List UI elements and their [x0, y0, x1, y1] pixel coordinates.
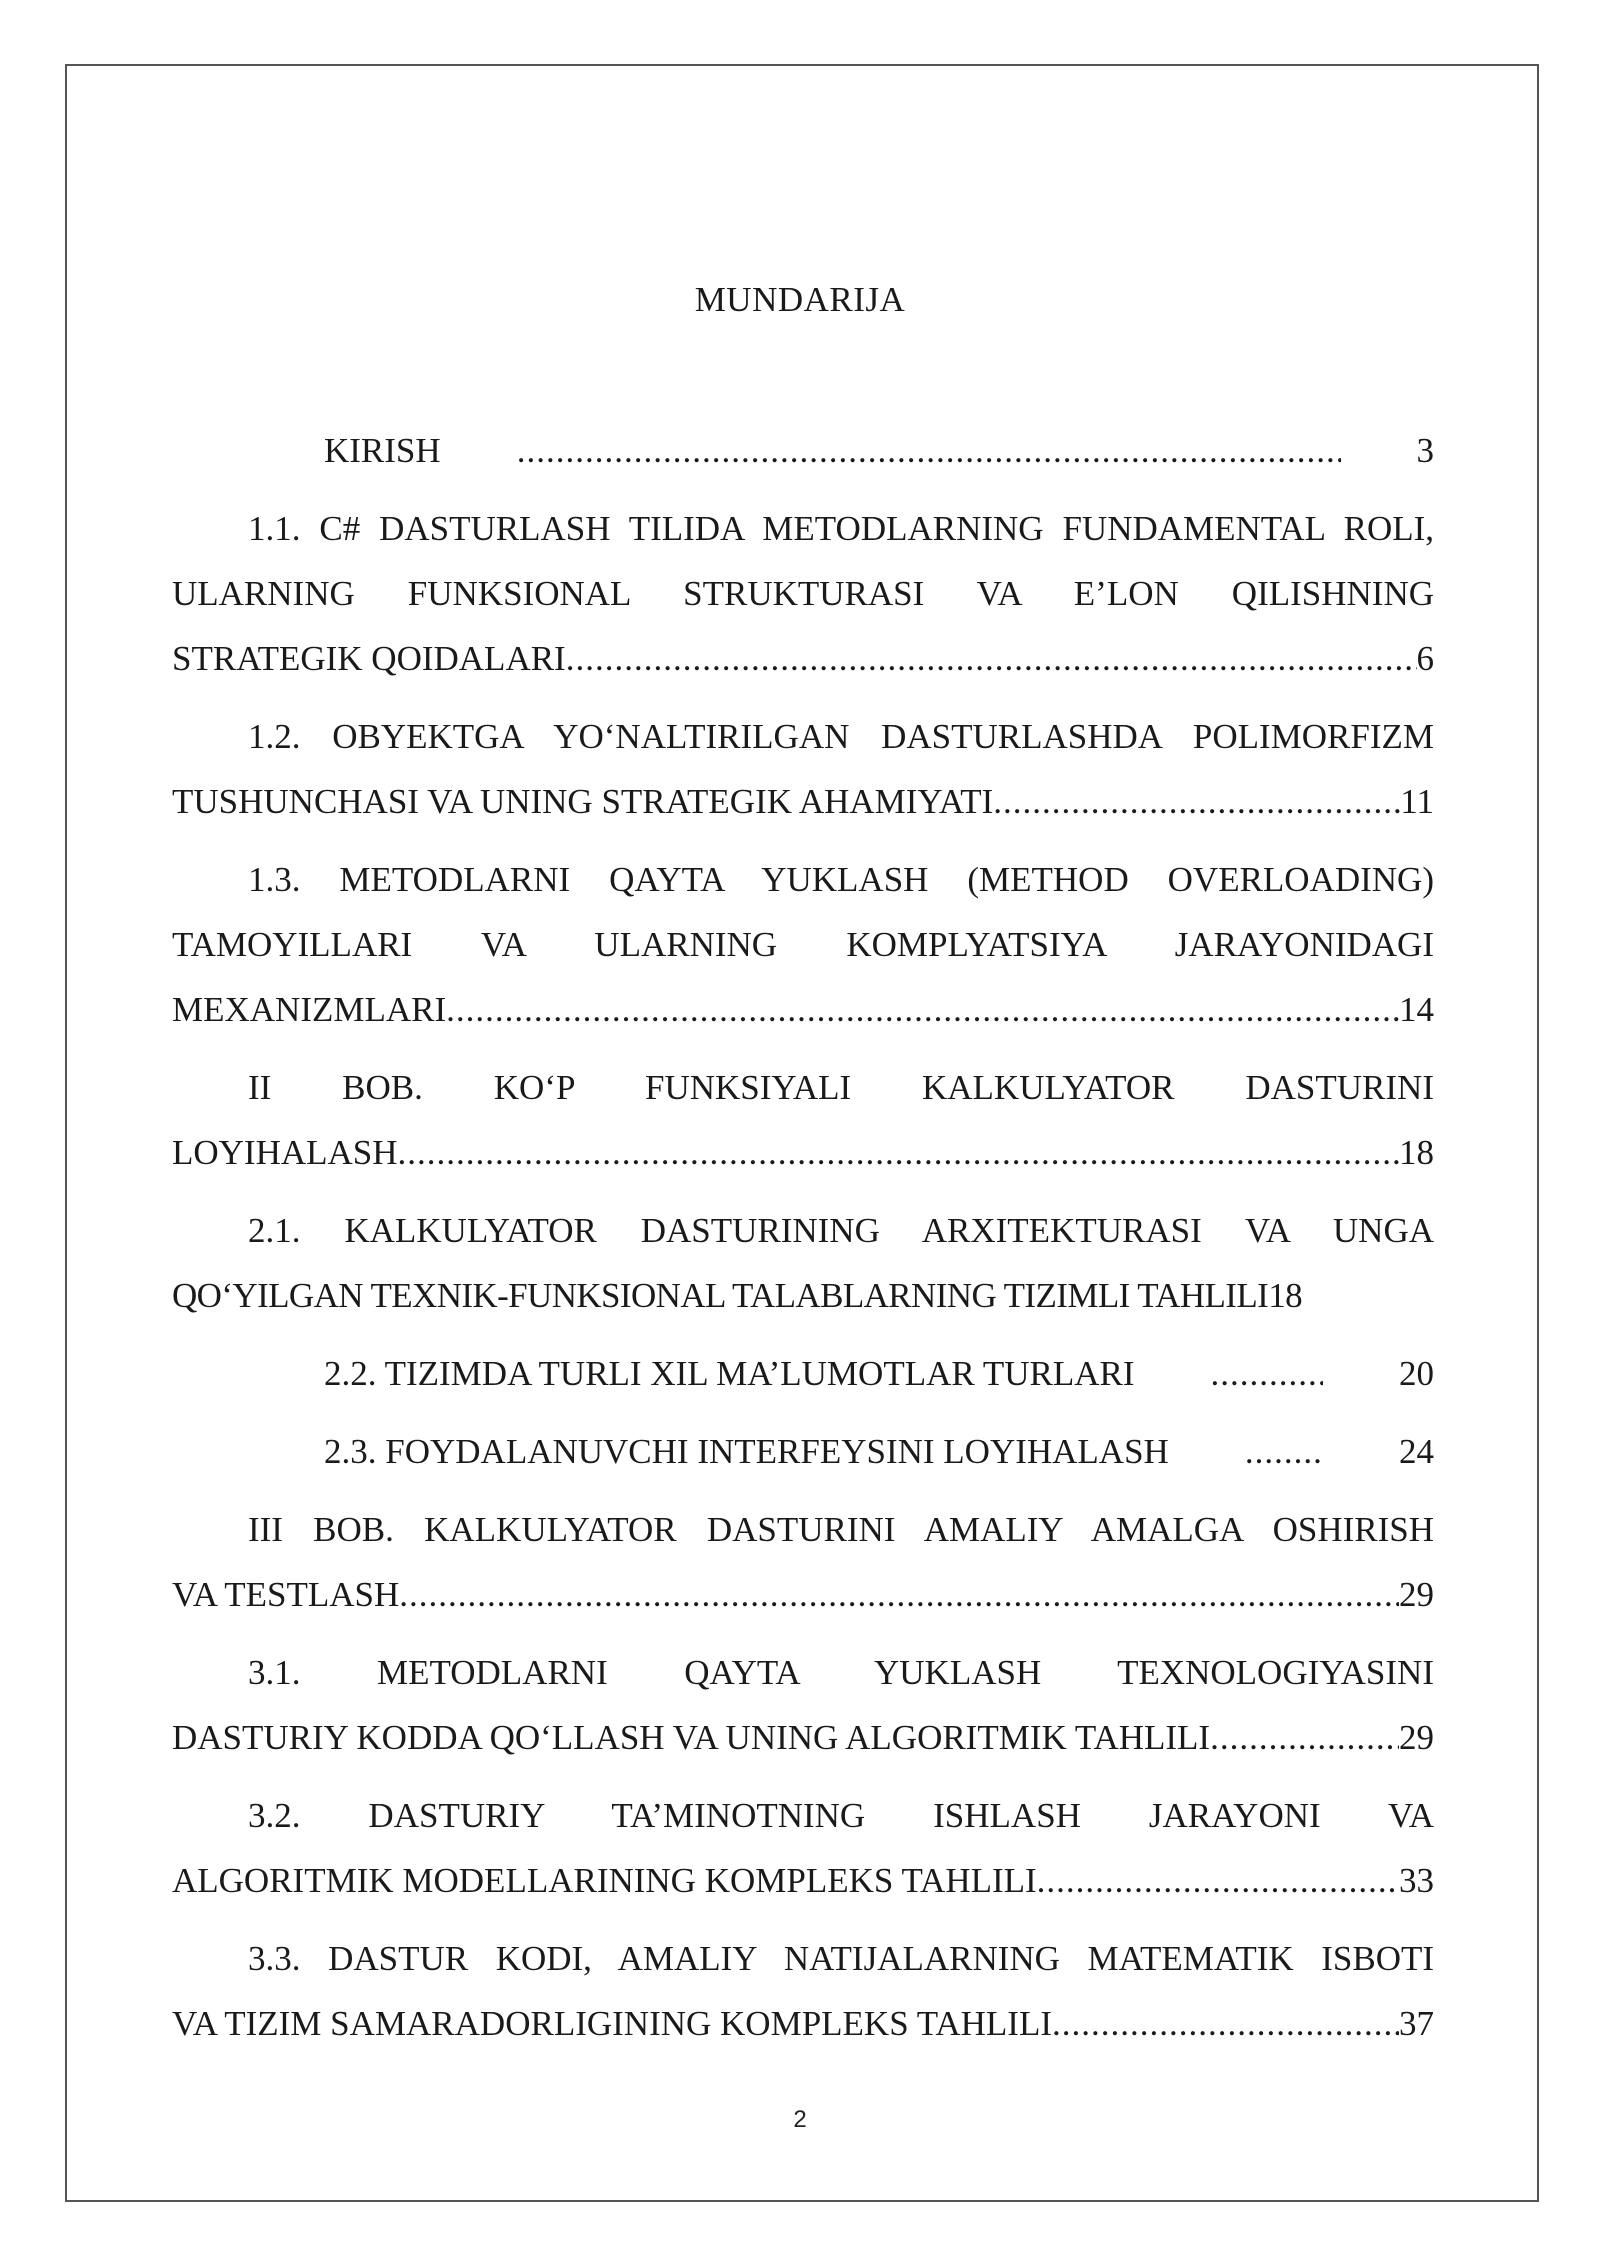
toc-entry-title-lead: 1.1. C# DASTURLASH TILIDA METODLARNING FUNDAMENTAL ROLI, ULARNING FUNKSIONAL STRUKTURASI VA E’LON QILISHNING [172, 509, 1434, 613]
toc-entry-2-3[interactable] [172, 1419, 1434, 1484]
toc-page-number: 11 [1400, 782, 1434, 821]
toc-entry-title-lead: 3.2. DASTURIY TA’MINOTNING ISHLASH JARAYONI VA [248, 1796, 1434, 1835]
toc-entry-3-1[interactable] [172, 1640, 1434, 1770]
toc-entry-title-lead: 3.3. DASTUR KODI, AMALIY NATIJALARNING MATEMATIK ISBOTI [248, 1939, 1434, 1978]
toc-title: MUNDARIJA [694, 280, 906, 319]
dot-leader [399, 1562, 1399, 1627]
toc-entry-title-lead: III BOB. KALKULYATOR DASTURINI AMALIY AMALGA OSHIRISH [248, 1510, 1434, 1549]
toc-entry-title: QO‘YILGAN TEXNIK-FUNKSIONAL TALABLARNING TIZIMLI TAHLILI [172, 1276, 1269, 1315]
toc-entry-title-lead: II BOB. KO‘P FUNKSIYALI KALKULYATOR DASTURINI [248, 1068, 1434, 1107]
toc-page-number: 20 [1399, 1354, 1434, 1393]
toc-entry-3-2[interactable] [172, 1783, 1434, 1913]
toc-page-number: 33 [1399, 1861, 1434, 1900]
toc-entry-title: ALGORITMIK MODELLARINING KOMPLEKS TAHLILI [172, 1861, 1037, 1900]
toc-entry-title-lead: 1.3. METODLARNI QAYTA YUKLASH (METHOD OVERLOADING) TAMOYILLARI VA ULARNING KOMPLYATSIYA JARAYONIDAGI [172, 860, 1434, 964]
toc-entry-1-2[interactable] [172, 704, 1434, 834]
dot-leader [1037, 1848, 1399, 1913]
dot-leader [398, 1120, 1399, 1185]
toc-page-number: 14 [1399, 990, 1434, 1029]
toc-entry-title: MEXANIZMLARI [172, 990, 447, 1029]
toc-entry-1-1[interactable] [172, 496, 1434, 691]
toc-page-number: 29 [1399, 1575, 1434, 1614]
toc-entry-title: VA TIZIM SAMARADORLIGINING KOMPLEKS TAHLILI [172, 2004, 1052, 2043]
dot-leader [1052, 1991, 1399, 2056]
dot-leader [1210, 1705, 1399, 1770]
toc-entry-2-1[interactable] [172, 1198, 1434, 1328]
toc-page-number: 18 [1399, 1133, 1434, 1172]
toc-entry-1-3[interactable] [172, 847, 1434, 1042]
toc-page-number: 18 [1268, 1276, 1303, 1315]
toc-entry-title-lead: 1.2. OBYEKTGA YO‘NALTIRILGAN DASTURLASHDA POLIMORFIZM [248, 717, 1434, 756]
page-number: 2 [793, 2106, 807, 2133]
dot-leader [1134, 1341, 1323, 1406]
toc-entry-title-lead: 3.1. METODLARNI QAYTA YUKLASH TEXNOLOGIYASINI [248, 1653, 1434, 1692]
toc-entry-title: 2.2. TIZIMDA TURLI XIL MA’LUMOTLAR TURLARI [324, 1354, 1135, 1393]
toc-entry-chapter-2[interactable] [172, 1055, 1434, 1185]
toc-page-number: 37 [1399, 2004, 1434, 2043]
toc-entry-title: VA TESTLASH [172, 1575, 400, 1614]
toc-page-number: 3 [1416, 431, 1434, 470]
toc-page-number: 6 [1416, 639, 1434, 678]
toc-page-number: 29 [1399, 1718, 1434, 1757]
dot-leader [993, 769, 1400, 834]
toc-entry-title-lead: 2.1. KALKULYATOR DASTURINING ARXITEKTURASI VA UNGA [248, 1211, 1434, 1250]
table-of-contents [172, 418, 1434, 2069]
toc-entry-title: STRATEGIK QOIDALARI [172, 639, 566, 678]
toc-entry-introduction[interactable] [172, 418, 1434, 483]
dot-leader [441, 418, 1341, 483]
dot-leader [446, 977, 1399, 1042]
toc-entry-2-2[interactable] [172, 1341, 1434, 1406]
toc-entry-title: TUSHUNCHASI VA UNING STRATEGIK AHAMIYATI [172, 782, 994, 821]
toc-entry-3-3[interactable] [172, 1926, 1434, 2056]
toc-entry-chapter-3[interactable] [172, 1497, 1434, 1627]
dot-leader [1169, 1419, 1323, 1484]
dot-leader [566, 626, 1417, 691]
toc-entry-title: KIRISH [324, 431, 441, 470]
toc-entry-title: 2.3. FOYDALANUVCHI INTERFEYSINI LOYIHALASH [324, 1432, 1169, 1471]
toc-entry-title: LOYIHALASH [172, 1133, 398, 1172]
toc-page-number: 24 [1399, 1432, 1434, 1471]
toc-entry-title: DASTURIY KODDA QO‘LLASH VA UNING ALGORITMIK TAHLILI [172, 1718, 1211, 1757]
